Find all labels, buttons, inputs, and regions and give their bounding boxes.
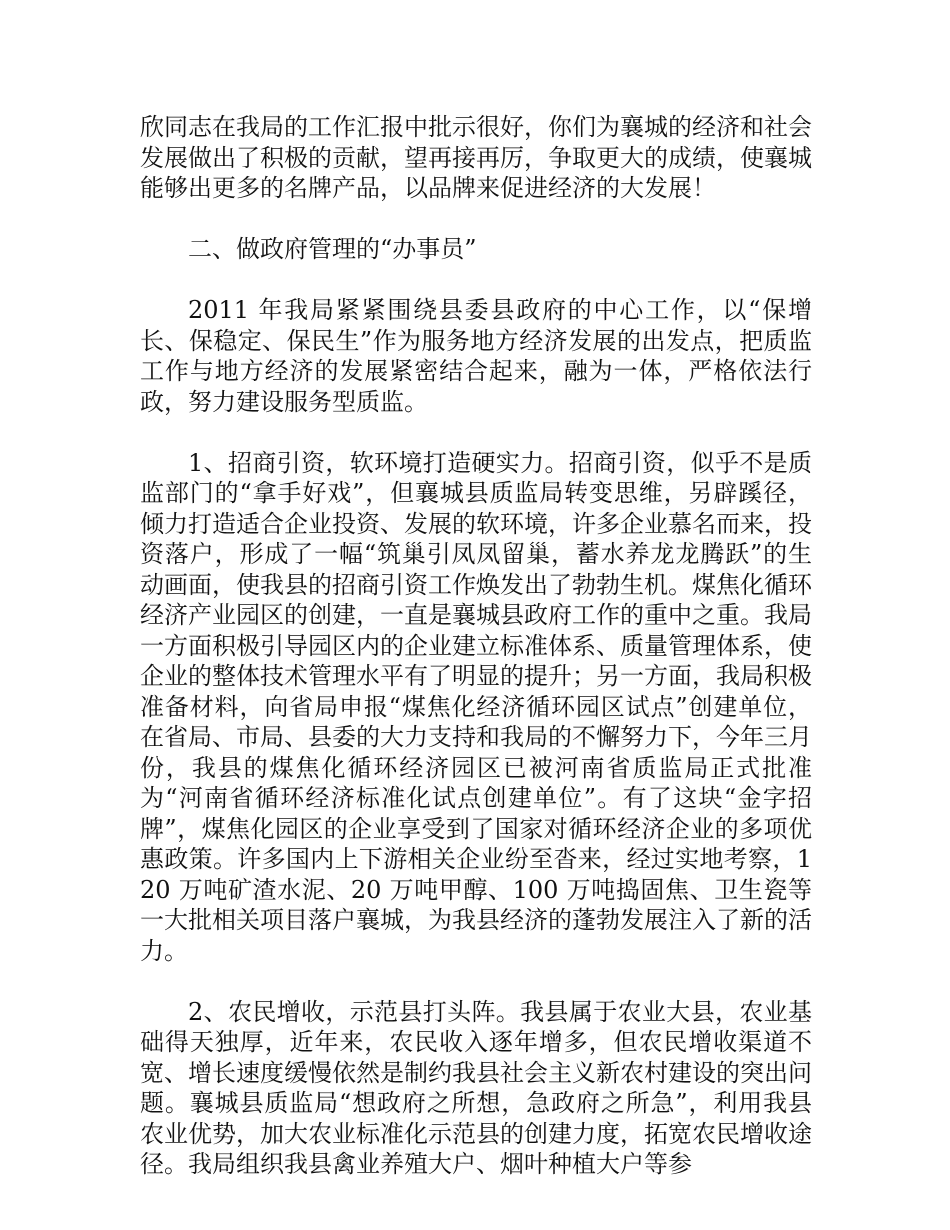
document-page	[140, 112, 812, 1180]
section-heading: 二、做政府管理的“办事员”	[188, 235, 477, 263]
paragraph-intro: 2011 年我局紧紧围绕县委县政府的中心工作，以“保增长、保稳定、保民生”作为服务地方经济发展的出发点，把质监工作与地方经济的发展紧密结合起来，融为一体，严格依法行政，努力建设服务型质监。	[140, 296, 812, 416]
paragraph-continuation: 欣同志在我局的工作汇报中批示很好，你们为襄城的经济和社会发展做出了积极的贡献，望再接再厉，争取更大的成绩，使襄城能够出更多的名牌产品，以品牌来促进经济的大发展！	[140, 113, 812, 202]
paragraph-investment: 1、招商引资，软环境打造硬实力。招商引资，似乎不是质监部门的“拿手好戏”，但襄城县质监局转变思维，另辟蹊径，倾力打造适合企业投资、发展的软环境，许多企业慕名而来，投资落户，形成了一幅“筑巢引凤凤留巢，蓄水养龙龙腾跃”的生动画面，使我县的招商引资工作焕发出了勃勃生机。煤焦化循环经济产业园区的创建，一直是襄城县政府工作的重中之重。我局一方面积极引导园区内的企业建立标准体系、质量管理体系，使企业的整体技术管理水平有了明显的提升；另一方面，我局积极准备材料，向省局申报“煤焦化经济循环园区试点”创建单位，在省局、市局、县委的大力支持和我局的不懈努力下，今年三月份，我县的煤焦化循环经济园区已被河南省质监局正式批准为“河南省循环经济标准化试点创建单位”。有了这块“金字招牌”，煤焦化园区的企业享受到了国家对循环经济企业的多项优惠政策。许多国内上下游相关企业纷至沓来，经过实地考察，120 万吨矿渣水泥、20 万吨甲醇、100 万吨捣固焦、卫生瓷等一大批相关项目落户襄城，为我县经济的蓬勃发展注入了新的活力。	[140, 448, 812, 965]
paragraph-farmers: 2、农民增收，示范县打头阵。我县属于农业大县，农业基础得天独厚，近年来，农民收入逐年增多，但农民增收渠道不宽、增长速度缓慢依然是制约我县社会主义新农村建设的突出问题。襄城县质监局“想政府之所想，急政府之所急”，利用我县农业优势，加大农业标准化示范县的创建力度，拓宽农民增收途径。我局组织我县禽业养殖大户、烟叶种植大户等参	[140, 997, 812, 1178]
